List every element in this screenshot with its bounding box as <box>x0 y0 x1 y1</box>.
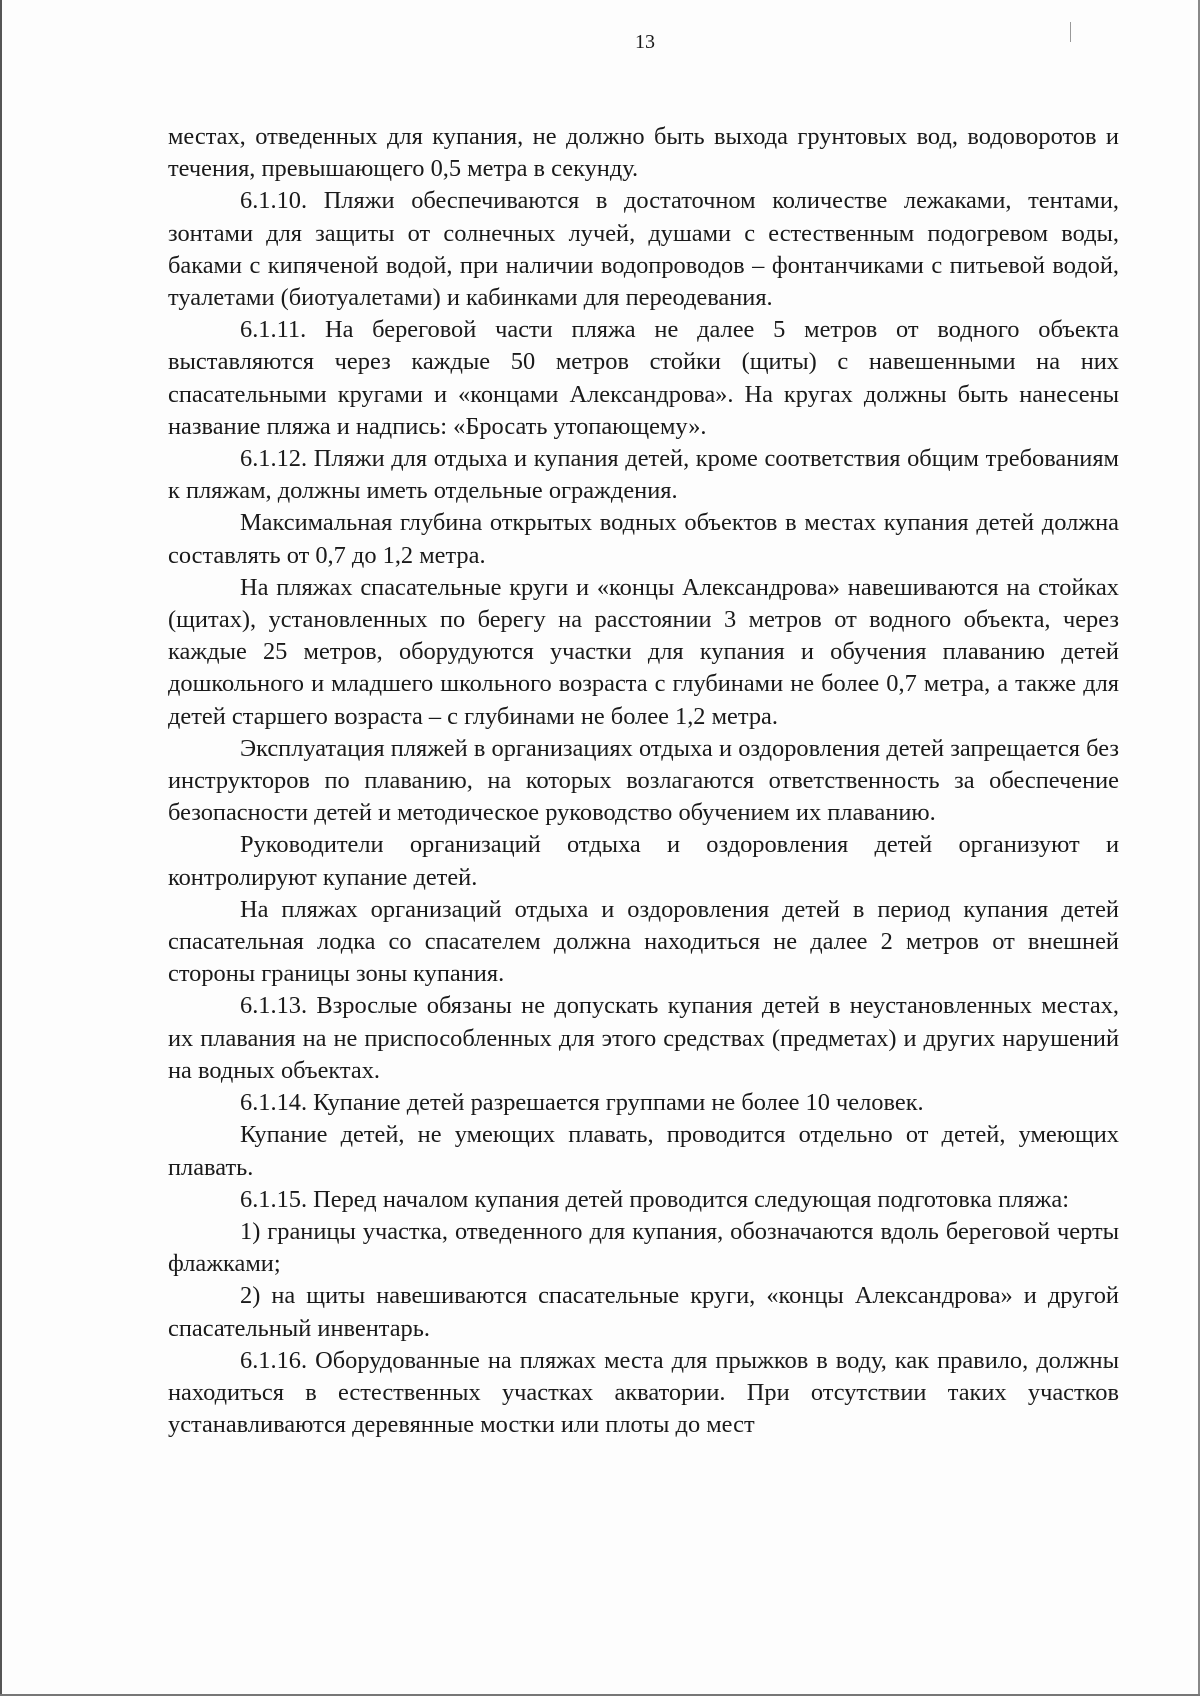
paragraph-6-1-12: 6.1.12. Пляжи для отдыха и купания детей, кроме соответствия общим требованиям к пляжам, должны иметь отдельные ограждения. <box>168 445 1119 505</box>
list-item-2: 2) на щиты навешиваются спасательные круги, «концы Александрова» и другой спасательный инвентарь. <box>168 1282 1119 1342</box>
paragraph-6-1-11: 6.1.11. На береговой части пляжа не далее 5 метров от водного объекта выставляются через каждые 50 метров стойки (щиты) с навешенными на них спасательными кругами и «концами Александрова». На кругах должны быть нанесены название пляжа и надпись: «Бросать утопающему». <box>168 316 1119 440</box>
paragraph-6-1-15: 6.1.15. Перед началом купания детей проводится следующая подготовка пляжа: <box>240 1185 1070 1213</box>
paragraph-6-1-16: 6.1.16. Оборудованные на пляжах места для прыжков в воду, как правило, должны находиться в естественных участках акватории. При отсутствии таких участков устанавливаются деревянные мостки или плоты до мест <box>168 1346 1119 1439</box>
paragraph-rescue-rings: На пляжах спасательные круги и «концы Александрова» навешиваются на стойках (щитах), установленных по берегу на расстоянии 3 метров от водного объекта, через каждые 25 метров, оборудуются участки для купания и обучения плаванию детей дошкольного и младшего школьного возраста с глубинами не более 0,7 метра, а также для детей старшего возраста – с глубинами не более 1,2 метра. <box>168 573 1119 730</box>
page-number: 13 <box>635 31 655 53</box>
paragraph-instructors: Эксплуатация пляжей в организациях отдыха и оздоровления детей запрещается без инструкторов по плаванию, на которых возлагаются ответственность за обеспечение безопасности детей и методическое руководство обучением их плаванию. <box>168 734 1119 827</box>
paragraph-6-1-14: 6.1.14. Купание детей разрешается группами не более 10 человек. <box>240 1089 924 1117</box>
paragraph-managers: Руководители организаций отдыха и оздоровления детей организуют и контролируют купание детей. <box>168 831 1119 891</box>
scan-edge-left <box>0 0 2 1696</box>
paragraph-6-1-13: 6.1.13. Взрослые обязаны не допускать купания детей в неустановленных местах, их плавания на не приспособленных для этого средствах (предметах) и других нарушений на водных объектах. <box>168 992 1119 1084</box>
paragraph-rescue-boat: На пляжах организаций отдыха и оздоровления детей в период купания детей спасательная лодка со спасателем должна находиться не далее 2 метров от внешней стороны границы зоны купания. <box>168 895 1119 988</box>
paragraph-6-1-10: 6.1.10. Пляжи обеспечиваются в достаточном количестве лежаками, тентами, зонтами для защиты от солнечных лучей, душами с естественным подогревом воды, баками с кипяченой водой, при наличии водопроводов – фонтанчиками с питьевой водой, туалетами (биотуалетами) и кабинками для переодевания. <box>168 187 1119 312</box>
list-item-1: 1) границы участка, отведенного для купания, обозначаются вдоль береговой черты флажками; <box>168 1217 1119 1278</box>
paragraph-continuation: местах, отведенных для купания, не должно быть выхода грунтовых вод, водоворотов и течения, превышающего 0,5 метра в секунду. <box>168 123 1119 183</box>
paragraph-non-swimmers: Купание детей, не умеющих плавать, проводится отдельно от детей, умеющих плавать. <box>168 1121 1119 1181</box>
paragraph-max-depth: Максимальная глубина открытых водных объектов в местах купания детей должна составлять от 0,7 до 1,2 метра. <box>168 509 1119 569</box>
document-body <box>168 121 1119 1441</box>
